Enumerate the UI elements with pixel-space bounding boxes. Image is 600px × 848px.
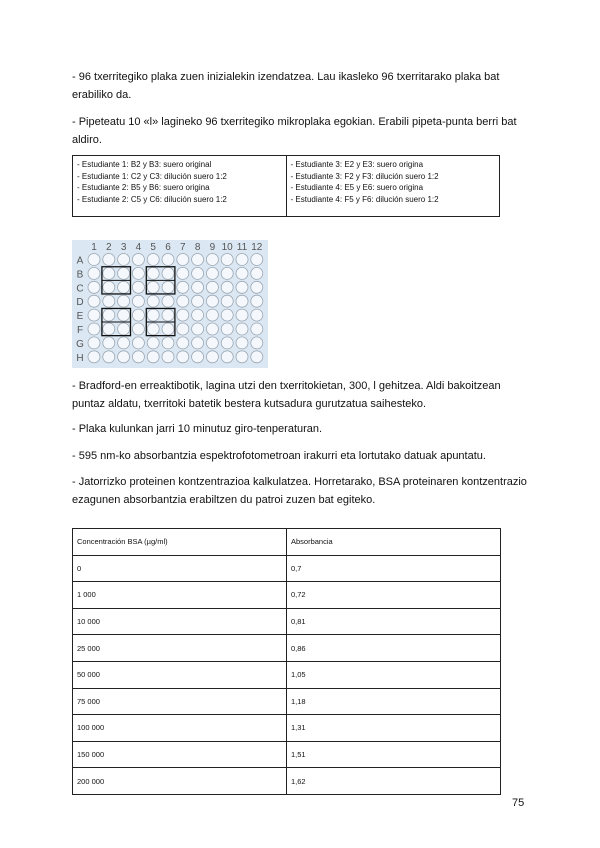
assignment-line: - Estudiante 4: E5 y E6: suero origina xyxy=(291,182,500,194)
plate-well xyxy=(88,254,100,266)
plate-well xyxy=(192,254,204,266)
plate-well xyxy=(236,281,248,293)
concentration-cell: 150 000 xyxy=(73,741,287,768)
plate-well xyxy=(118,295,130,307)
microplate-diagram xyxy=(72,240,268,368)
plate-well xyxy=(118,337,130,349)
assignment-column-left xyxy=(73,156,286,216)
plate-well xyxy=(236,351,248,363)
plate-well xyxy=(192,351,204,363)
plate-well xyxy=(251,281,263,293)
plate-column-label: 10 xyxy=(221,242,233,253)
plate-well xyxy=(177,337,189,349)
absorbance-cell: 0,81 xyxy=(287,608,501,635)
plate-well xyxy=(192,309,204,321)
plate-well xyxy=(206,337,218,349)
plate-column-label: 11 xyxy=(236,242,248,253)
plate-well xyxy=(206,351,218,363)
plate-column-label: 3 xyxy=(120,242,127,253)
concentration-cell: 0 xyxy=(73,555,287,582)
plate-well xyxy=(177,309,189,321)
assignment-line: - Estudiante 1: B2 y B3: suero original xyxy=(77,159,286,171)
plate-column-label: 5 xyxy=(150,242,156,253)
plate-column-label: 12 xyxy=(251,242,263,253)
plate-well xyxy=(88,323,100,335)
plate-row-label: F xyxy=(76,325,84,336)
assignment-line: - Estudiante 4: F5 y F6: dilución suero 1:2 xyxy=(291,194,500,206)
plate-well xyxy=(192,323,204,335)
plate-well xyxy=(132,267,144,279)
plate-well xyxy=(206,254,218,266)
plate-well xyxy=(192,295,204,307)
plate-row-label: C xyxy=(76,283,84,295)
plate-well xyxy=(206,323,218,335)
plate-well xyxy=(177,254,189,266)
table-row xyxy=(73,635,501,662)
plate-well xyxy=(88,309,100,321)
student-assignment-box xyxy=(72,155,500,217)
plate-well xyxy=(221,309,233,321)
table-row xyxy=(73,715,501,742)
plate-well xyxy=(103,254,115,266)
plate-row-label: G xyxy=(76,338,84,350)
plate-well xyxy=(251,323,263,335)
plate-well xyxy=(177,281,189,293)
page-number: 75 xyxy=(512,797,525,809)
table-row xyxy=(73,608,501,635)
plate-well xyxy=(251,254,263,266)
plate-row-label: E xyxy=(76,311,84,323)
plate-well xyxy=(88,267,100,279)
assignment-line: - Estudiante 2: C5 y C6: dilución suero 1:2 xyxy=(77,194,286,206)
plate-well xyxy=(206,281,218,293)
plate-well xyxy=(147,309,159,321)
plate-well xyxy=(162,254,174,266)
assignment-line: - Estudiante 2: B5 y B6: suero origina xyxy=(77,182,286,194)
table-row xyxy=(73,582,501,609)
plate-well xyxy=(162,267,174,279)
concentration-cell: 10 000 xyxy=(73,608,287,635)
plate-well xyxy=(132,309,144,321)
plate-well xyxy=(103,351,115,363)
plate-row-label: B xyxy=(76,269,84,281)
assignment-column-right xyxy=(286,156,500,216)
plate-well xyxy=(162,323,174,335)
plate-column-label: 9 xyxy=(209,242,216,253)
plate-well xyxy=(118,254,130,266)
table-row xyxy=(73,555,501,582)
plate-well xyxy=(147,254,159,266)
plate-well xyxy=(221,337,233,349)
assignment-line: - Estudiante 3: E2 y E3: suero origina xyxy=(291,159,500,171)
plate-well xyxy=(147,337,159,349)
plate-well xyxy=(221,351,233,363)
plate-well xyxy=(103,337,115,349)
plate-row-label: D xyxy=(76,297,84,309)
instruction-shake: - Plaka kulunkan jarri 10 minutuz giro-tenperaturan. xyxy=(72,423,323,435)
plate-well xyxy=(147,351,159,363)
plate-well xyxy=(103,323,115,335)
plate-column-label: 7 xyxy=(180,242,186,253)
plate-well xyxy=(118,323,130,335)
plate-well xyxy=(132,254,144,266)
plate-well xyxy=(251,351,263,363)
instruction-label-plate: - 96 txerritegiko plaka zuen inizialekin izendatzea. Lau ikasleko 96 txerritarako plaka bat erabiliko da. xyxy=(72,71,500,101)
plate-well xyxy=(118,309,130,321)
plate-row-label: H xyxy=(76,352,84,364)
plate-well xyxy=(251,337,263,349)
plate-well xyxy=(177,351,189,363)
plate-well xyxy=(221,267,233,279)
plate-well xyxy=(206,295,218,307)
plate-well xyxy=(251,309,263,321)
plate-well xyxy=(132,323,144,335)
plate-well xyxy=(162,309,174,321)
plate-row-label: A xyxy=(76,255,84,267)
column-header-concentration: Concentración BSA (µg/ml) xyxy=(73,529,287,556)
plate-well xyxy=(236,323,248,335)
absorbance-cell: 0,72 xyxy=(287,582,501,609)
plate-well xyxy=(177,295,189,307)
plate-well xyxy=(221,323,233,335)
plate-well xyxy=(236,295,248,307)
plate-well xyxy=(192,281,204,293)
concentration-cell: 1 000 xyxy=(73,582,287,609)
concentration-cell: 200 000 xyxy=(73,768,287,795)
plate-well xyxy=(118,351,130,363)
plate-column-label: 1 xyxy=(91,242,97,253)
plate-well xyxy=(251,295,263,307)
plate-well xyxy=(132,337,144,349)
absorbance-cell: 0,7 xyxy=(287,555,501,582)
plate-well xyxy=(118,267,130,279)
plate-well xyxy=(206,309,218,321)
absorbance-cell: 1,18 xyxy=(287,688,501,715)
table-row xyxy=(73,768,501,795)
instruction-pipette: - Pipeteatu 10 «l» lagineko 96 txerritegiko mikroplaka egokian. Erabili pipeta-punta berri bat aldiro. xyxy=(72,116,517,146)
assignment-line: - Estudiante 1: C2 y C3: dilución suero 1:2 xyxy=(77,171,286,183)
table-row xyxy=(73,661,501,688)
plate-well xyxy=(236,309,248,321)
plate-well xyxy=(221,254,233,266)
plate-well xyxy=(88,337,100,349)
plate-column-label: 2 xyxy=(106,242,112,253)
concentration-cell: 50 000 xyxy=(73,661,287,688)
plate-well xyxy=(147,323,159,335)
plate-well xyxy=(88,281,100,293)
assignment-line: - Estudiante 3: F2 y F3: dilución suero 1:2 xyxy=(291,171,500,183)
plate-well xyxy=(236,254,248,266)
plate-well xyxy=(177,323,189,335)
plate-well xyxy=(132,295,144,307)
plate-well xyxy=(147,267,159,279)
absorbance-cell: 0,86 xyxy=(287,635,501,662)
plate-well xyxy=(103,267,115,279)
plate-column-label: 6 xyxy=(165,242,171,253)
plate-well xyxy=(236,337,248,349)
absorbance-cell: 1,62 xyxy=(287,768,501,795)
plate-column-label: 8 xyxy=(194,242,201,253)
plate-well xyxy=(221,295,233,307)
table-row xyxy=(73,741,501,768)
plate-well xyxy=(162,295,174,307)
plate-well xyxy=(236,267,248,279)
plate-well xyxy=(103,281,115,293)
plate-well xyxy=(251,267,263,279)
concentration-cell: 100 000 xyxy=(73,715,287,742)
instruction-absorbance: - 595 nm-ko absorbantzia espektrofotometroan irakurri eta lortutako datuak apuntatu. xyxy=(72,450,486,462)
bsa-standard-table xyxy=(72,528,501,795)
absorbance-cell: 1,51 xyxy=(287,741,501,768)
concentration-cell: 25 000 xyxy=(73,635,287,662)
plate-well xyxy=(118,281,130,293)
plate-well xyxy=(162,337,174,349)
table-header-row xyxy=(73,529,501,556)
plate-well xyxy=(162,351,174,363)
table-row xyxy=(73,688,501,715)
absorbance-cell: 1,05 xyxy=(287,661,501,688)
plate-well xyxy=(132,351,144,363)
plate-well xyxy=(103,309,115,321)
plate-well xyxy=(103,295,115,307)
plate-column-label: 4 xyxy=(135,242,142,253)
plate-well xyxy=(132,281,144,293)
instruction-bradford: - Bradford-en erreaktibotik, lagina utzi den txerritokietan, 300, l gehitzea. Aldi bakoitzean puntaz aldatu, txerritoki batetik bestera kutsadura gurutzatua saihesteko. xyxy=(72,380,501,410)
concentration-cell: 75 000 xyxy=(73,688,287,715)
plate-well xyxy=(147,295,159,307)
instruction-concentration: - Jatorrizko proteinen kontzentrazioa kalkulatzea. Horretarako, BSA proteinaren kontzentrazio ezagunen absorbantzia erabiltzen du patroi zuzen bat egiteko. xyxy=(72,476,527,506)
plate-well xyxy=(192,267,204,279)
plate-well xyxy=(177,267,189,279)
plate-well xyxy=(88,295,100,307)
absorbance-cell: 1,31 xyxy=(287,715,501,742)
column-header-absorbance: Absorbancia xyxy=(287,529,501,556)
plate-well xyxy=(192,337,204,349)
plate-well xyxy=(206,267,218,279)
plate-well xyxy=(162,281,174,293)
plate-well xyxy=(88,351,100,363)
plate-well xyxy=(147,281,159,293)
plate-well xyxy=(221,281,233,293)
